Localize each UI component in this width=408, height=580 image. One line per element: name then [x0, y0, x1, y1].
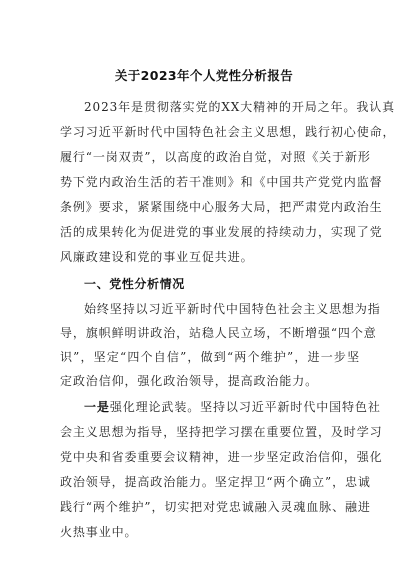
point-line	[84, 400, 381, 414]
paragraph-line: 势下党内政治生活的若干准则》和《中国共产党党内监督	[60, 175, 383, 189]
point-text: 强化理论武装。坚持以习近平新时代中国特色社	[109, 400, 381, 414]
paragraph-line: 定政治信仰，强化政治领导，提高政治能力。	[60, 374, 319, 388]
paragraph-line: 识”，坚定“四个自信”，做到“两个维护”，进一步坚	[60, 350, 360, 364]
paragraph-line: 学习习近平新时代中国特色社会主义思想，践行初心使命，	[60, 125, 396, 139]
paragraph-line: 始终坚持以习近平新时代中国特色社会主义思想为指	[84, 302, 381, 316]
paragraph-line: 会主义思想为指导，坚持把学习摆在重要位置，及时学习	[60, 425, 383, 439]
paragraph-line: 党中央和省委重要会议精神，进一步坚定政治信仰，强化	[60, 450, 383, 464]
paragraph-line: 2023年是贯彻落实党的XX大精神的开局之年。我认真	[84, 100, 396, 114]
paragraph-line: 活的成果转化为促进党的事业发展的持续动力，实现了党	[60, 225, 383, 239]
paragraph-line: 履行“一岗双责”，以高度的政治自觉，对照《关于新形	[60, 150, 371, 164]
document-title: 关于2023年个人党性分析报告	[114, 68, 294, 83]
paragraph-line: 践行“两个维护”，切实把对党忠诚融入灵魂血脉、融进	[60, 500, 371, 514]
paragraph-line: 风廉政建设和党的事业互促共进。	[60, 250, 254, 264]
point-lead: 一是	[84, 400, 110, 414]
paragraph-line: 政治领导，提高政治能力。坚定捍卫“两个确立”，忠诚	[60, 475, 371, 489]
paragraph-line: 导，旗帜鲜明讲政治，站稳人民立场，不断增强“四个意	[60, 326, 377, 340]
section-heading: 一、党性分析情况	[84, 277, 185, 291]
paragraph-line: 条例》要求，紧紧围绕中心服务大局，把严肃党内政治生	[60, 200, 383, 214]
paragraph-line: 火热事业中。	[60, 525, 138, 539]
